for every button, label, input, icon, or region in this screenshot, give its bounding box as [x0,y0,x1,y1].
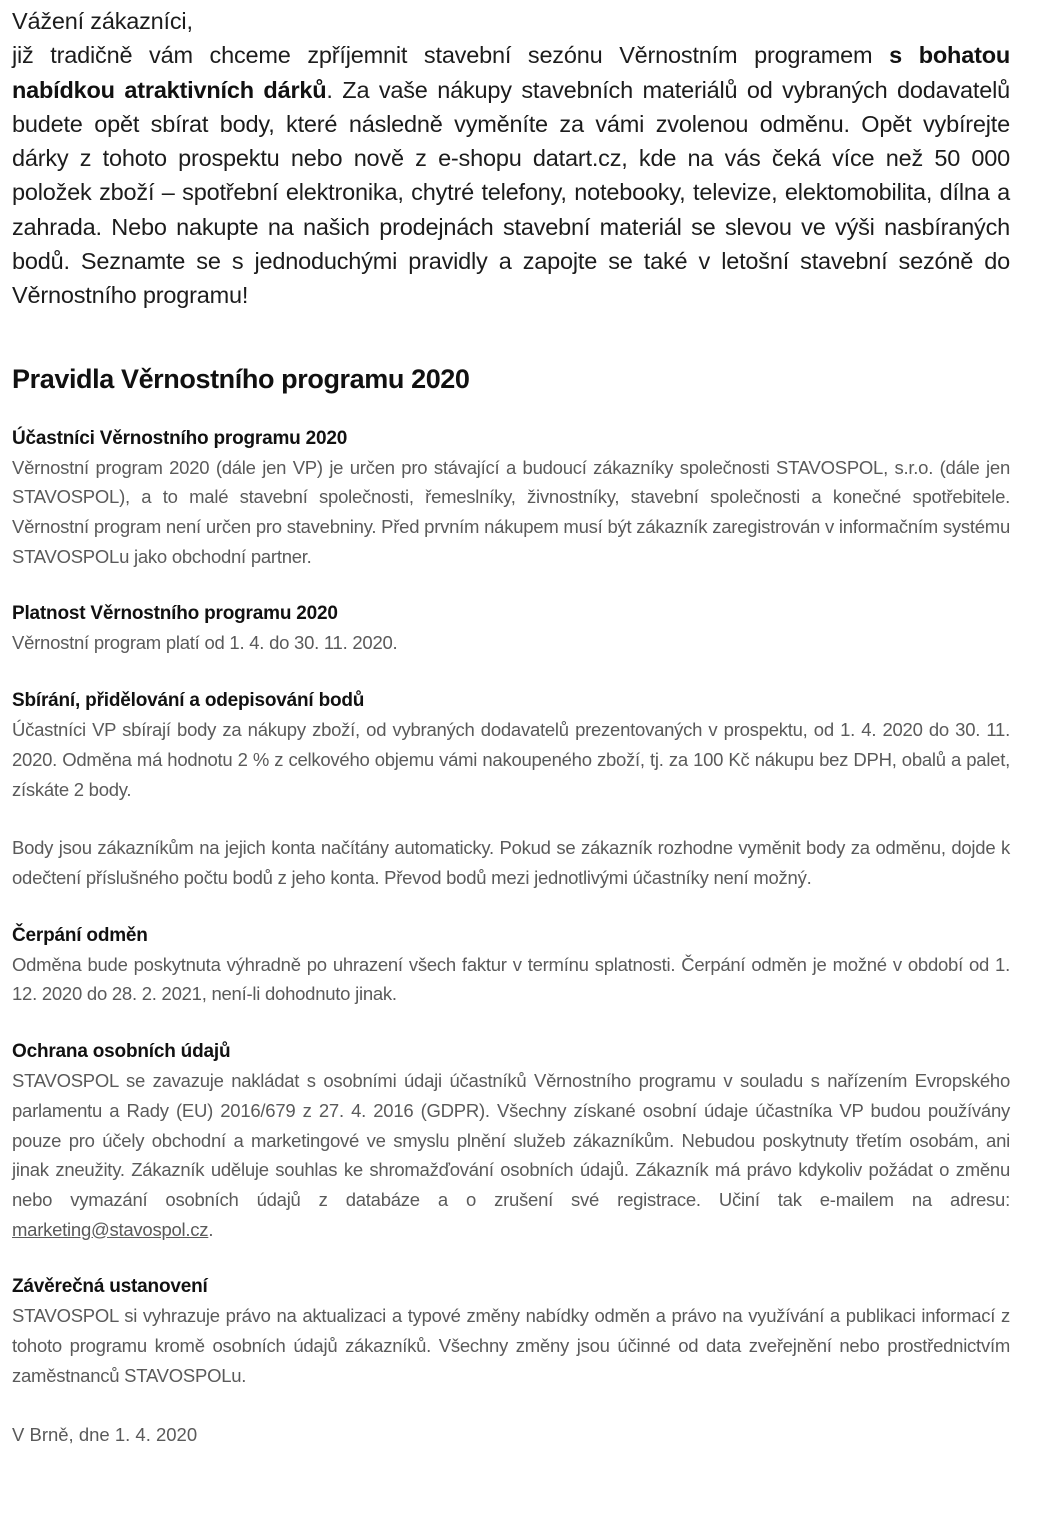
section-final-provisions [12,1272,1010,1390]
section-rewards [12,921,1010,1009]
section-paragraph [12,1066,1010,1244]
email-link[interactable]: marketing@stavospol.cz [12,1218,209,1240]
section-heading: Účastníci Věrnostního programu 2020 [12,427,348,449]
section-validity [12,599,1010,658]
greeting: Vážení zákazníci, [12,8,193,34]
intro-paragraph [12,38,1010,312]
document-page [12,0,1010,1449]
section-paragraph: Odměna bude poskytnuta výhradně po uhrazení všech faktur v termínu splatnosti. Čerpání odměn je možné v období od 1. 12. 2020 do 28. 2. 2021, není-li dohodnuto jinak. [12,953,1010,1005]
intro-text-start: již tradičně vám chceme zpříjemnit stavební sezónu Věrnostním programem [12,42,890,69]
section-heading: Závěrečná ustanovení [12,1276,208,1298]
section-paragraph: STAVOSPOL si vyhrazuje právo na aktualizaci a typové změny nabídky odměn a právo na využívání a publikaci informací z tohoto programu kromě osobních údajů zákazníků. Všechny změny jsou účinné od data zveřejnění nebo prostřednictvím zaměstnanců STAVOSPOLu. [12,1305,1010,1386]
section-paragraph: Účastníci VP sbírají body za nákupy zboží, od vybraných dodavatelů prezentovaných v prospektu, od 1. 4. 2020 do 30. 11. 2020. Odměna má hodnotu 2 % z celkového objemu vámi nakoupeného zboží, tj. za 100 Kč nákupu bez DPH, obalů a palet, získáte 2 body. [12,719,1010,800]
section-privacy [12,1037,1010,1244]
intro-text-end: . Za vaše nákupy stavebních materiálů od vybraných dodavatelů budete opět sbírat body, které následně vyměníte za vámi zvolenou odměnu. Opět vybírejte dárky z tohoto prospektu nebo nově z e-shopu datart.cz, kde na vás čeká více než 50 000 položek zboží – spotřební elektronika, chytré telefony, notebooky, televize, elektomobilita, dílna a zahrada. Nebo nakupte na našich prodejnách stavební materiál se slevou ve výši nasbíraných bodů. Seznamte se s jednoduchými pravidly a zapojte se také v letošní stavební sezóně do Věrnostního programu! [12,76,1010,309]
section-points [12,686,1010,893]
intro-text-bold: s bohatou nabídkou atraktivních dárků [12,42,1010,103]
section-heading: Ochrana osobních údajů [12,1041,231,1063]
section-paragraph: Body jsou zákazníkům na jejich konta načítány automaticky. Pokud se zákazník rozhodne vyměnit body za odměnu, dojde k odečtení příslušného počtu bodů z jeho konta. Převod bodů mezi jednotlivými účastníky není možný. [12,837,1010,888]
section-paragraph: Věrnostní program platí od 1. 4. do 30. 11. 2020. [12,632,398,654]
section-heading: Čerpání odměn [12,924,148,946]
section-heading: Sbírání, přidělování a odepisování bodů [12,690,365,712]
section-participants [12,424,1010,572]
privacy-text-end: . [208,1218,214,1240]
section-paragraph: Věrnostní program 2020 (dále jen VP) je určen pro stávající a budoucí zákazníky společnosti STAVOSPOL, s.r.o. (dále jen STAVOSPOL), a to malé stavební společnosti, řemeslníky, živnostníky, stavební společnosti a konečné spotřebitele. Věrnostní program není určen pro stavebniny. Před prvním nákupem musí být zákazník zaregistrován v informačním systému STAVOSPOLu jako obchodní partner. [12,456,1010,567]
closing-date: V Brně, dne 1. 4. 2020 [12,1424,198,1446]
intro-block [12,0,1010,313]
section-heading: Platnost Věrnostního programu 2020 [12,603,338,625]
privacy-text: STAVOSPOL se zavazuje nakládat s osobními údaji účastníků Věrnostního programu v souladu s nařízením Evropského parlamentu a Rady (EU) 2016/679 z 27. 4. 2016 (GDPR). Všechny získané osobní údaje účastníka VP budou používány pouze pro účely obchodní a marketingové ve smyslu plnění služeb zákazníkům. Nebudou poskytnuty třetím osobám, ani jinak zneužity. Zákazník uděluje souhlas ke shromažďování osobních údajů. Zákazník má právo kdykoliv požádat o změnu nebo vymazání osobních údajů z databáze a o zrušení své registrace. Učiní tak e-mailem na adresu: [12,1070,1010,1210]
page-title: Pravidla Věrnostního programu 2020 [12,363,470,394]
